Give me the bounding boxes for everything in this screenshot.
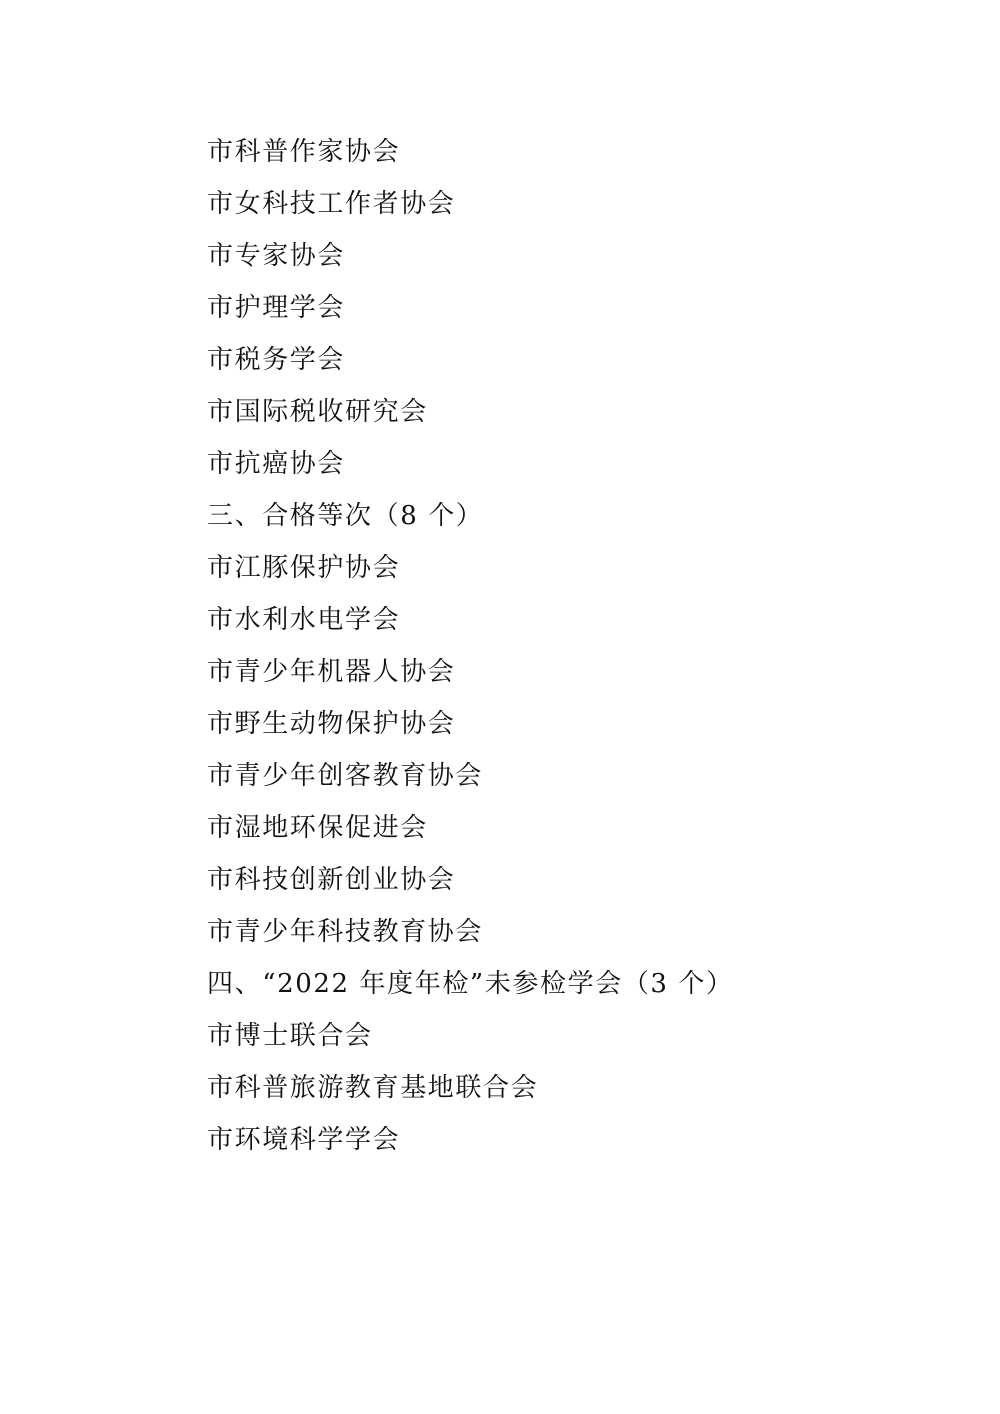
list-item: 市博士联合会	[207, 1021, 373, 1051]
list-item: 市专家协会	[207, 241, 346, 271]
section-heading: 四、“2022 年度年检”未参检学会（3 个）	[207, 969, 734, 999]
list-item: 市科技创新创业协会	[207, 865, 456, 895]
document-body	[207, 126, 907, 1166]
list-item: 市抗癌协会	[207, 449, 346, 479]
list-item: 市环境科学学会	[207, 1125, 401, 1155]
list-item: 市江豚保护协会	[207, 553, 401, 583]
list-item: 市青少年科技教育协会	[207, 917, 484, 947]
list-item: 市水利水电学会	[207, 605, 401, 635]
list-item: 市湿地环保促进会	[207, 813, 428, 843]
list-item: 市科普旅游教育基地联合会	[207, 1073, 539, 1103]
list-item: 市女科技工作者协会	[207, 189, 456, 219]
list-item: 市国际税收研究会	[207, 397, 428, 427]
section-heading: 三、合格等次（8 个）	[207, 501, 484, 531]
list-item: 市青少年创客教育协会	[207, 761, 484, 791]
list-item: 市野生动物保护协会	[207, 709, 456, 739]
list-item: 市科普作家协会	[207, 137, 401, 167]
list-item: 市护理学会	[207, 293, 346, 323]
list-item: 市青少年机器人协会	[207, 657, 456, 687]
list-item: 市税务学会	[207, 345, 346, 375]
